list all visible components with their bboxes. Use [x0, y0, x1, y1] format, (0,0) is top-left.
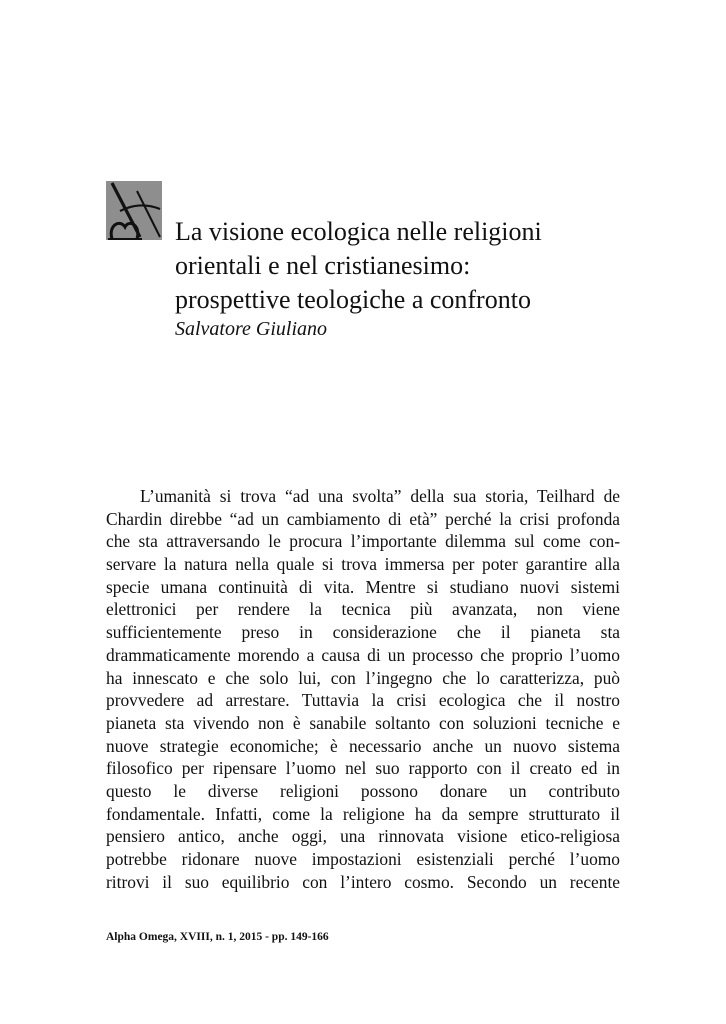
body-line: L’umanità si trova “ad una svolta” della sua storia, Teilhard de	[140, 486, 620, 506]
body-line: provvedere ad arrestare. Tuttavia la crisi ecologica che il nostro	[106, 690, 620, 711]
article-title	[175, 215, 655, 317]
body-line: Chardin direbbe “ad un cambiamento di età” perché la crisi profonda	[106, 508, 620, 529]
body-line: ritrovi il suo equilibrio con l’intero cosmo. Secondo un recente	[106, 871, 620, 892]
body-line: ha innescato e che solo lui, con l’ingegno che lo caratterizza, può	[106, 667, 620, 688]
body-line: pianeta sta vivendo non è sanabile soltanto con soluzioni tecniche e	[106, 712, 620, 733]
body-line: filosofico per ripensare l’uomo nel suo rapporto con il creato ed in	[106, 758, 620, 779]
body-line: specie umana continuità di vita. Mentre si studiano nuovi sistemi	[106, 576, 620, 597]
title-line: orientali e nel cristianesimo:	[175, 251, 471, 280]
body-line: questo le diverse religioni possono donare un contributo	[106, 780, 620, 801]
body-line: che sta attraversando le procura l’importante dilemma sul come con-	[106, 531, 620, 552]
body-line: nuove strategie economiche; è necessario anche un nuovo sistema	[106, 735, 620, 756]
body-paragraph	[106, 485, 620, 893]
body-line: elettronici per rendere la tecnica più avanzata, non viene	[106, 599, 620, 620]
title-line: La visione ecologica nelle religioni	[175, 217, 542, 246]
body-line: fondamentale. Infatti, come la religione ha da sempre strutturato il	[106, 803, 620, 824]
body-line: pensiero antico, anche oggi, una rinnovata visione etico-religiosa	[106, 826, 620, 847]
title-line: prospettive teologiche a confronto	[175, 285, 531, 314]
body-line: sufficientemente preso in considerazione che il pianeta sta	[106, 622, 620, 643]
body-line: potrebbe ridonare nuove impostazioni esistenziali perché l’uomo	[106, 849, 620, 869]
author-name: Salvatore Giuliano	[175, 318, 328, 340]
body-line: drammaticamente morendo a causa di un processo che proprio l’uomo	[106, 644, 620, 665]
alpha-omega-logo	[106, 181, 162, 240]
body-line: servare la natura nella quale si trova immersa per poter garantire alla	[106, 554, 620, 575]
journal-citation: Alpha Omega, XVIII, n. 1, 2015 - pp. 149-166	[106, 931, 329, 943]
